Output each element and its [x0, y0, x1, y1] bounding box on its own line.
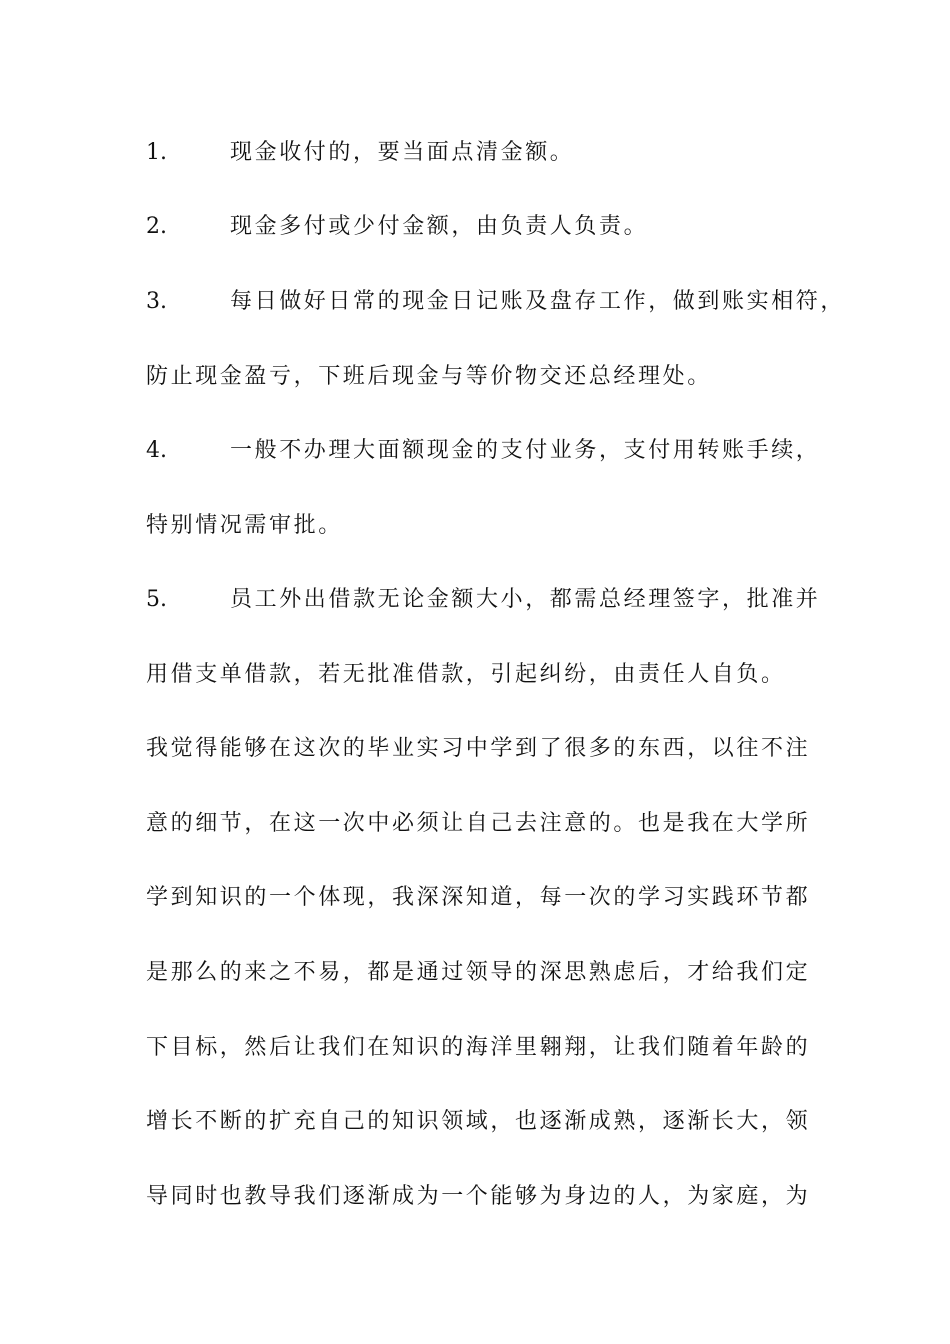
paragraph-line: 下目标，然后让我们在知识的海洋里翱翔，让我们随着年龄的: [146, 1035, 811, 1060]
list-item-text: 一般不办理大面额现金的支付业务，支付用转账手续，: [230, 438, 821, 463]
list-item-number: 1.: [146, 140, 167, 165]
paragraph-line: 增长不断的扩充自己的知识领域，也逐渐成熟，逐渐长大，领: [146, 1109, 811, 1134]
list-item-5: [146, 585, 820, 615]
paragraph-line: 意的细节，在这一次中必须让自己去注意的。也是我在大学所: [146, 811, 811, 836]
list-item-4: [146, 436, 820, 466]
paragraph-line: 是那么的来之不易，都是通过领导的深思熟虑后，才给我们定: [146, 960, 811, 985]
list-item-number: 5.: [146, 587, 167, 612]
paragraph-line: 学到知识的一个体现，我深深知道，每一次的学习实践环节都: [146, 885, 811, 910]
list-item-4-continuation: 特别情况需审批。: [146, 513, 343, 538]
list-item-text: 现金多付或少付金额，由负责人负责。: [230, 214, 649, 239]
list-item-text: 每日做好日常的现金日记账及盘存工作，做到账实相符，: [230, 289, 846, 314]
paragraph-line: 导同时也教导我们逐渐成为一个能够为身边的人，为家庭，为: [146, 1184, 811, 1209]
list-item-1: [146, 138, 574, 168]
list-item-number: 4.: [146, 438, 167, 463]
list-item-3: [146, 287, 845, 317]
list-item-text: 现金收付的，要当面点清金额。: [230, 140, 575, 165]
list-item-text: 员工外出借款无论金额大小，都需总经理签字，批准并: [230, 587, 821, 612]
list-item-5-continuation: 用借支单借款，若无批准借款，引起纠纷，由责任人自负。: [146, 662, 786, 687]
list-item-3-continuation: 防止现金盈亏，下班后现金与等价物交还总经理处。: [146, 364, 712, 389]
list-item-number: 3.: [146, 289, 167, 314]
paragraph-line: 我觉得能够在这次的毕业实习中学到了很多的东西，以往不注: [146, 736, 811, 761]
list-item-2: [146, 212, 648, 242]
list-item-number: 2.: [146, 214, 167, 239]
